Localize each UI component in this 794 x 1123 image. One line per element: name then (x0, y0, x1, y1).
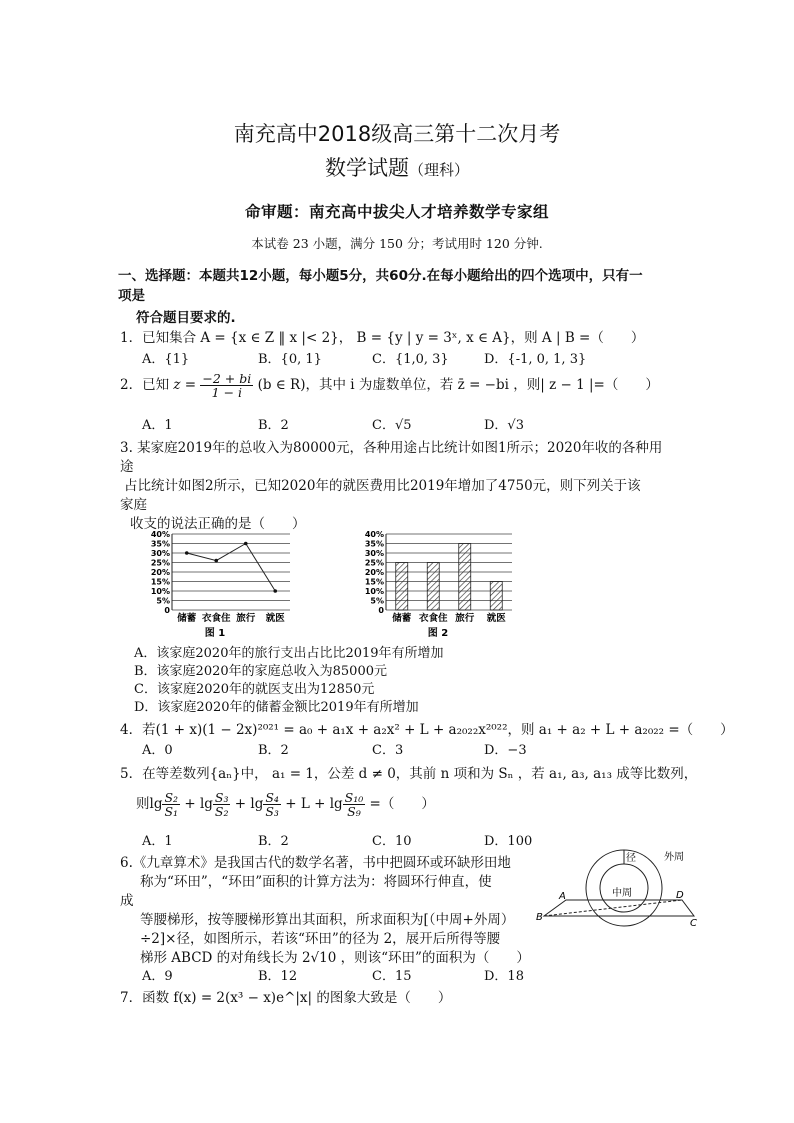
q6-option-c: C．15 (372, 969, 412, 984)
fig2-title: 图 2 (427, 628, 449, 639)
fig2-ytick: 25% (364, 558, 384, 568)
fig2-ytick: 0 (378, 606, 384, 615)
q3-stem-line4: 家庭 (120, 497, 147, 513)
fig6-label-zhongzhou: 中周 (612, 888, 632, 899)
fig1-ytick: 5% (156, 596, 170, 606)
fig1-data-point (214, 559, 218, 563)
fig6-label-jing: 径 (626, 853, 636, 864)
section-heading-line3: 符合题目要求的. (136, 310, 236, 326)
q2-prefix: 2．已知 (120, 377, 170, 393)
q5-frac-1 (162, 791, 180, 818)
fig2-xtick: 衣食住 (418, 613, 448, 624)
fig1-ytick: 40% (150, 530, 170, 539)
q5-lg-prefix: 则lg (136, 796, 163, 812)
q5-frac-4-num: S₁₀ (344, 790, 364, 805)
fig1-xtick: 旅行 (236, 613, 256, 624)
q2-option-d: D．√3 (484, 418, 524, 433)
q6-stem-line3: 成 (120, 893, 134, 909)
q3-stem-line3: 占比统计如图2所示，已知2020年的就医费用比2019年增加了4750元，则下列关于该 (124, 478, 641, 494)
fig1-ytick: 30% (150, 549, 170, 558)
fig6-label-a: A (559, 891, 566, 902)
fig2-xtick: 旅行 (455, 613, 475, 624)
q5-frac-2-num: S₃ (214, 790, 229, 805)
fig2-ytick: 5% (370, 596, 384, 606)
q5-frac-3 (263, 791, 281, 818)
q5-plus-lg-1: + lg (184, 796, 213, 812)
q7-stem: 7．函数 f(x) = 2(x³ − x)e^|x| 的图象大致是（ ） (120, 990, 452, 1006)
fig6-ring-field (536, 846, 704, 928)
q5-suffix: =（ ） (369, 796, 435, 812)
q5-frac-1-den: S₁ (164, 804, 179, 819)
fig2-bar (427, 563, 439, 611)
q1-option-c: C．{1,0, 3} (372, 352, 449, 367)
q6-stem-line4: 等腰梯形，按等腰梯形算出其面积，所求面积为[（中周+外周） (140, 912, 515, 928)
section-heading-line1: 一、选择题：本题共12小题，每小题5分，共60分.在每小题给出的四个选项中，只有一 (118, 268, 643, 284)
q6-option-d: D．18 (484, 969, 524, 984)
q5-frac-4 (343, 791, 366, 818)
fig6-label-b: B (536, 912, 543, 923)
fig2-ytick: 10% (364, 587, 384, 596)
q3-option-d: D．该家庭2020年的储蓄金额比2019年有所增加 (134, 700, 419, 715)
fig1-ytick: 15% (150, 577, 170, 587)
q4-option-c: C．3 (372, 743, 404, 758)
fig1-xtick: 就医 (265, 613, 285, 624)
fig1-data-point (244, 542, 248, 546)
q5-frac-1-num: S₂ (164, 790, 179, 805)
q5-option-b: B．2 (258, 834, 289, 849)
q1-option-d: D．{-1, 0, 1, 3} (484, 352, 587, 367)
fig6-diagonal (544, 900, 682, 916)
fig2-ytick: 30% (364, 549, 384, 558)
fig1-ytick: 25% (150, 558, 170, 568)
q3-option-a: A．该家庭2020年的旅行支出占比比2019年有所增加 (134, 646, 444, 661)
q6-stem-line5: ÷2]×径，如图所示，若该“环田”的径为 2，展开后所得等腰 (140, 931, 501, 947)
fig2-bar (459, 544, 471, 611)
fig2-ytick: 20% (364, 568, 384, 577)
fig1-xtick: 衣食住 (201, 613, 231, 624)
fig6-label-c: C (690, 918, 697, 928)
fig1-ytick: 20% (150, 568, 170, 577)
q4-option-d: D．−3 (484, 743, 527, 758)
q5-frac-2-den: S₂ (214, 804, 229, 819)
q5-option-a: A．1 (142, 834, 173, 849)
fig2-ytick: 15% (364, 577, 384, 587)
q2-frac-den: 1 − i (211, 385, 243, 400)
q2-option-b: B．2 (258, 418, 289, 433)
fig1-ytick: 0 (164, 606, 170, 615)
q2-suffix: (b ∈ R)，其中 i 为虚数单位，若 z̄ = −bi ，则| z − 1 |=（ ） (257, 377, 659, 393)
fig2-xtick: 就医 (486, 613, 506, 624)
q4-option-b: B．2 (258, 743, 289, 758)
q1-option-b: B．{0, 1} (258, 352, 322, 367)
q2-z: z = (173, 377, 197, 393)
q5-stem-line1: 5．在等差数列{aₙ}中， a₁ = 1，公差 d ≠ 0，其前 n 项和为 Sₙ ，若 a₁, a₃, a₁₃ 成等比数列， (120, 766, 698, 782)
q5-frac-4-den: S₉ (347, 804, 361, 819)
chart-fig1 (138, 530, 308, 642)
q6-stem-line6: 梯形 ABCD 的对角线长为 2√10 ，则该“环田”的面积为（ ） (140, 950, 530, 966)
q5-option-d: D．100 (484, 834, 533, 849)
q1-option-a: A．{1} (142, 352, 190, 367)
q5-option-c: C．10 (372, 834, 412, 849)
q3-option-b: B．该家庭2020年的家庭总收入为85000元 (134, 664, 387, 679)
fig2-xtick: 储蓄 (392, 613, 412, 624)
info-line: 本试卷 23 小题，满分 150 分；考试用时 120 分钟. (251, 236, 543, 251)
q3-stem-line2: 途 (120, 459, 134, 475)
fig2-ytick: 40% (364, 530, 384, 539)
q2-fraction (200, 372, 253, 399)
fig2-ytick: 35% (364, 539, 384, 549)
q3-stem-line1: 3. 某家庭2019年的总收入为80000元，各种用途占比统计如图1所示；2020年收的各种用 (120, 440, 663, 456)
fig2-bar (396, 563, 408, 611)
q6-option-a: A．9 (142, 969, 173, 984)
q6-stem-line2: 称为“环田”，“环田”面积的计算方法为：将圆环行伸直，使 (140, 874, 492, 890)
subtitle-suffix: （理科） (408, 161, 469, 179)
chart-fig2 (352, 530, 527, 642)
q5-plus-lg-2: + lg (234, 796, 264, 812)
fig2-bar (490, 582, 502, 611)
q3-stem-line5: 收支的说法正确的是（ ） (130, 516, 306, 532)
subtitle-main: 数学试题 (324, 156, 409, 180)
q5-plus-lg-3: + lg (314, 796, 343, 812)
fig1-series-line (187, 544, 276, 592)
fig1-data-point (273, 589, 277, 593)
q5-frac-3-num: S₄ (265, 790, 279, 805)
fig6-label-d: D (676, 890, 684, 901)
q1-stem: 1．已知集合 A = {x ∈ Z ‖ x |< 2}， B = {y | y = 3ˣ, x ∈ A}，则 A | B =（ ） (120, 330, 645, 346)
q2-frac-num: −2 + bi (202, 371, 252, 386)
fig1-xtick: 储蓄 (177, 613, 197, 624)
q5-plus-L: + L (285, 796, 310, 812)
fig1-ytick: 35% (150, 539, 170, 549)
fig1-data-point (185, 551, 189, 555)
q2-option-c: C．√5 (372, 418, 412, 433)
fig1-title: 图 1 (204, 628, 226, 639)
section-heading-line2: 项是 (118, 288, 145, 304)
q6-stem-line1: 6.《九章算术》是我国古代的数学名著，书中把圆环或环缺形田地 (120, 855, 511, 871)
q2-stem (120, 372, 659, 399)
exam-title: 南充高中2018级高三第十二次月考 (233, 122, 561, 146)
fig1-ytick: 10% (150, 587, 170, 596)
q2-option-a: A．1 (142, 418, 173, 433)
author-line: 命审题：南充高中拔尖人才培养数学专家组 (244, 202, 549, 221)
fig6-label-waizhou: 外周 (664, 852, 684, 863)
q3-option-c: C．该家庭2020年的就医支出为12850元 (134, 682, 375, 697)
q5-frac-2 (213, 791, 231, 818)
exam-subtitle (0, 152, 794, 182)
q4-option-a: A．0 (142, 743, 173, 758)
q5-stem-line2 (136, 791, 435, 818)
q5-frac-3-den: S₃ (265, 804, 279, 819)
q4-stem: 4．若(1 + x)(1 − 2x)²⁰²¹ = a₀ + a₁x + a₂x² + L + a₂₀₂₂x²⁰²²，则 a₁ + a₂ + L + a₂₀₂₂ =（ ） (120, 722, 734, 738)
q6-option-b: B．12 (258, 969, 298, 984)
